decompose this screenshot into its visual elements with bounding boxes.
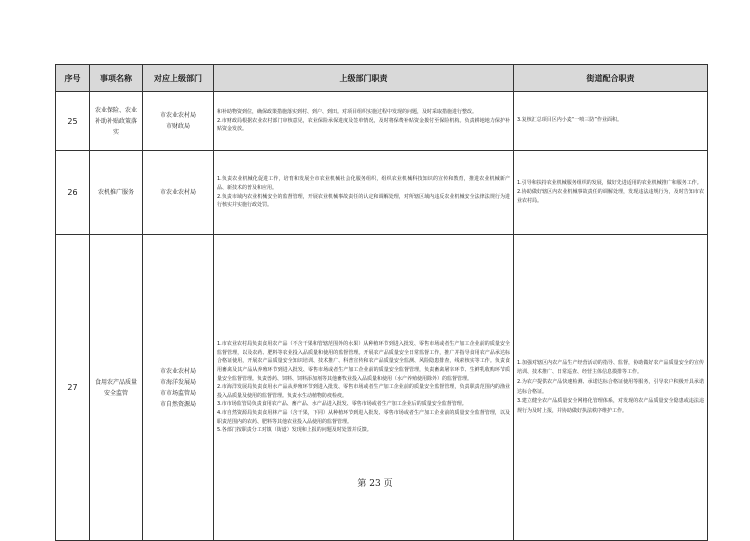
cell-paragraph: 1.引导和扶持农业机械服务组织的发展，做好先进适用的农业机械推广和服务工作。 (517, 180, 702, 186)
item-name: 农业保险、农业补助补贴政策落实 (90, 92, 143, 151)
table-row (56, 92, 708, 151)
cell-paragraph: 5.各部门按职责分工对镇（街道）发现和上报的问题及时处置并反馈。 (217, 427, 372, 434)
row-number: 25 (56, 92, 90, 151)
cell-paragraph: 市农业农村局 (159, 112, 196, 119)
cell-paragraph: 2.为农户提供农产品快速检测、承诺达标合格证使用等服务，引导农户积极开具承诺达标合格证。 (517, 378, 704, 395)
row-number: 26 (56, 151, 90, 235)
superior-duties (214, 235, 514, 541)
superior-dept (143, 235, 214, 541)
cell-paragraph: 3.建立健全农产品质量安全网格化管理体系，对发现的农产品质量安全隐患或违法违规行为及时上报，并协助做好执法秩序维护工作。 (517, 398, 704, 414)
header-number: 序号 (56, 65, 90, 92)
cell-paragraph: 市自然资源局 (159, 400, 196, 408)
header-superior-duties: 上级部门职责 (214, 65, 514, 92)
cell-paragraph: 1.负责农业机械化促进工作，培育和发展全市农业机械社会化服务组织，组织农业机械科技知识的宣传和教育，推进农业机械新产品、新技术的普及和应用。 (217, 176, 510, 191)
table-row (56, 151, 708, 235)
superior-dept (143, 92, 214, 151)
cell-paragraph: 市财政局 (165, 123, 190, 130)
cell-paragraph: 1.加强对辖区内农产品生产经营活动的指导、监督，协助做好农产品质量安全的宣传培训、技术推广、日常巡查、经营主体信息摸排等工作。 (517, 359, 704, 376)
cell-paragraph: 市农业农村局 (159, 189, 196, 196)
row-number: 27 (56, 235, 90, 541)
item-name: 食用农产品质量安全监管 (90, 235, 143, 541)
cell-paragraph: 2.市海洋发展局负责食用水产品从养殖环节到进入批发、零售市场或者生产加工企业前的质量安全监督管理，负责职责范围内的渔业投入品质量及使用的监督管理。负责水生动植物防疫检疫。 (217, 384, 510, 399)
duty-table (55, 64, 708, 541)
cell-paragraph: 2.协助做好辖区内农业机械事故责任的调解处理，发现违法违规行为，及时告知市农业农村局。 (517, 189, 704, 204)
street-duties (514, 235, 708, 541)
superior-duties (214, 151, 514, 235)
header-street-duties: 街道配合职责 (514, 65, 708, 92)
table-row (56, 235, 708, 541)
cell-paragraph: 2.市财政局根据农业农村部门审核意见，农业保险承保进度及签单情况，及时将保费补贴资金拨付至保险机构。负责耕地地力保护补贴资金发放。 (217, 117, 510, 133)
cell-paragraph: 和补助物资到位，确保政策措施落实到村、到户、到田。对项目组织实施过程中发现的问题，及时采取措施进行整改。 (217, 108, 478, 115)
item-name: 农机推广服务 (90, 151, 143, 235)
cell-paragraph: 1.市农业农村局负责食用农产品（不含干果和管辖范围外的水果）从种植环节到进入批发、零售市场或者生产加工企业前的质量安全监督管理，以及农药、肥料等农业投入品质量和使用的监督管理。开展农产品质量安全日常监督工作，推广并指导食用农产品承达标合格证使用，开展农产品质量安全知识培训、技术推广、科普宣传和农产品质量安全监测、风险隐患排查，线索核实等工作。负责食用畜禽及其产品从养殖环节到进入批发、零售市场或者生产加工企业前的质量安全监督管理，负责畜禽屠宰环节、生鲜乳收购环节质量安全监督管理。负责兽药、饲料、饲料添加剂等其他畜牧业投入品质量和使用（水产养殖使用除外）的监督管理。 (217, 341, 510, 382)
cell-paragraph: 4.市自然资源局负责食用林产品（含干果，下同）从种植环节到进入批发、零售市场或者生产加工企业前的质量安全监督管理，以及职责范围内的农药、肥料等其他农业投入品使用的监督管理。 (217, 409, 510, 425)
street-duties (514, 92, 708, 151)
table-header-row (56, 65, 708, 92)
cell-paragraph: 3.复核汇总项目区内小麦“一喷三防”作业面积。 (517, 117, 622, 124)
cell-paragraph: 2.负责市域内农业机械安全的监督管理，开展农业机械事故责任的认定和调解处理，对所辖区域内违反农业机械安全法律法规行为进行核实并实施行政处罚。 (217, 193, 510, 209)
header-item-name: 事项名称 (90, 65, 143, 92)
street-duties (514, 151, 708, 235)
page-number: 第 23 页 (357, 479, 393, 489)
header-superior-dept: 对应上级部门 (143, 65, 214, 92)
cell-paragraph: 市市场监管局 (159, 389, 196, 397)
superior-dept (143, 151, 214, 235)
cell-paragraph: 3.市市场监管局负责食用农产品、畜产品、水产品进入批发、零售市场或者生产加工企业后的质量安全监督管理。 (217, 401, 467, 408)
superior-duties (214, 92, 514, 151)
cell-paragraph: 市农业农村局 (159, 367, 196, 375)
cell-paragraph: 市海洋发展局 (159, 378, 196, 386)
